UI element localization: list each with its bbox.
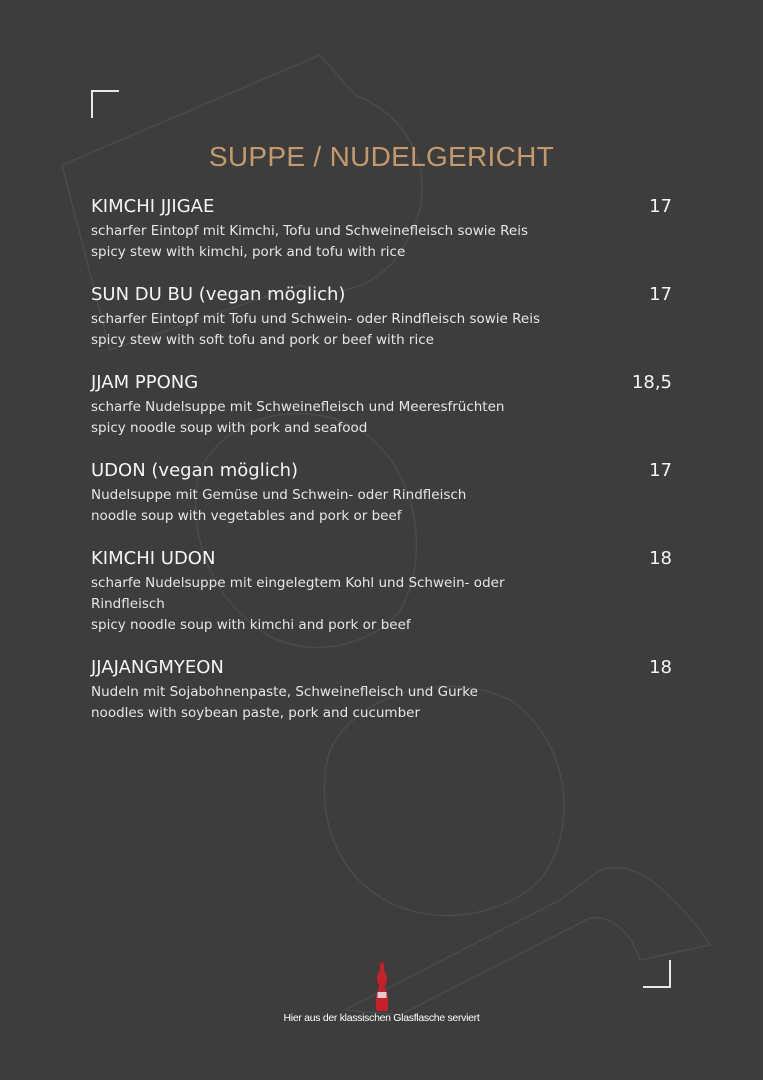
- dish-description-en: spicy stew with soft tofu and pork or beef with rice: [91, 332, 434, 348]
- dish-description-de: scharfer Eintopf mit Kimchi, Tofu und Schweinefleisch sowie Reis: [91, 223, 528, 239]
- footer: [0, 962, 763, 1024]
- dish-price: 18: [649, 548, 672, 569]
- dish-description-de: Nudelsuppe mit Gemüse und Schwein- oder Rindfleisch: [91, 487, 467, 503]
- menu-item: [91, 195, 672, 263]
- dish-description-en: noodle soup with vegetables and pork or beef: [91, 508, 402, 524]
- menu-item: [91, 371, 672, 439]
- menu-item: [91, 656, 672, 724]
- corner-frame-top-left: [91, 90, 119, 118]
- dish-name: JJAM PPONG: [91, 372, 199, 393]
- dish-description-de: scharfe Nudelsuppe mit eingelegtem Kohl und Schwein- oder Rindfleisch: [91, 575, 505, 612]
- menu-item: [91, 459, 672, 527]
- dish-description-de: scharfer Eintopf mit Tofu und Schwein- oder Rindfleisch sowie Reis: [91, 311, 541, 327]
- dish-description-en: noodles with soybean paste, pork and cucumber: [91, 705, 421, 721]
- dish-description-en: spicy stew with kimchi, pork and tofu with rice: [91, 244, 406, 260]
- page-title: SUPPE / NUDELGERICHT: [208, 141, 555, 172]
- dish-price: 17: [649, 460, 672, 481]
- dish-description-en: spicy noodle soup with kimchi and pork or beef: [91, 617, 411, 633]
- coca-cola-bottle-icon: [374, 962, 390, 1012]
- dish-price: 17: [649, 196, 672, 217]
- dish-name: KIMCHI UDON: [91, 548, 216, 569]
- dish-price: 17: [649, 284, 672, 305]
- dish-price: 18: [649, 657, 672, 678]
- dish-name: KIMCHI JJIGAE: [91, 196, 215, 217]
- footer-note: Hier aus der klassischen Glasflasche serviert: [283, 1012, 480, 1024]
- dish-description-de: scharfe Nudelsuppe mit Schweinefleisch und Meeresfrüchten: [91, 399, 505, 415]
- dish-price: 18,5: [631, 372, 672, 393]
- dish-name: SUN DU BU (vegan möglich): [91, 284, 346, 305]
- menu-list: [91, 195, 672, 744]
- dish-description-en: spicy noodle soup with pork and seafood: [91, 420, 368, 436]
- menu-item: [91, 547, 672, 636]
- dish-name: JJAJANGMYEON: [91, 657, 224, 678]
- dish-description-de: Nudeln mit Sojabohnenpaste, Schweinefleisch und Gurke: [91, 684, 478, 700]
- dish-name: UDON (vegan möglich): [91, 460, 299, 481]
- menu-item: [91, 283, 672, 351]
